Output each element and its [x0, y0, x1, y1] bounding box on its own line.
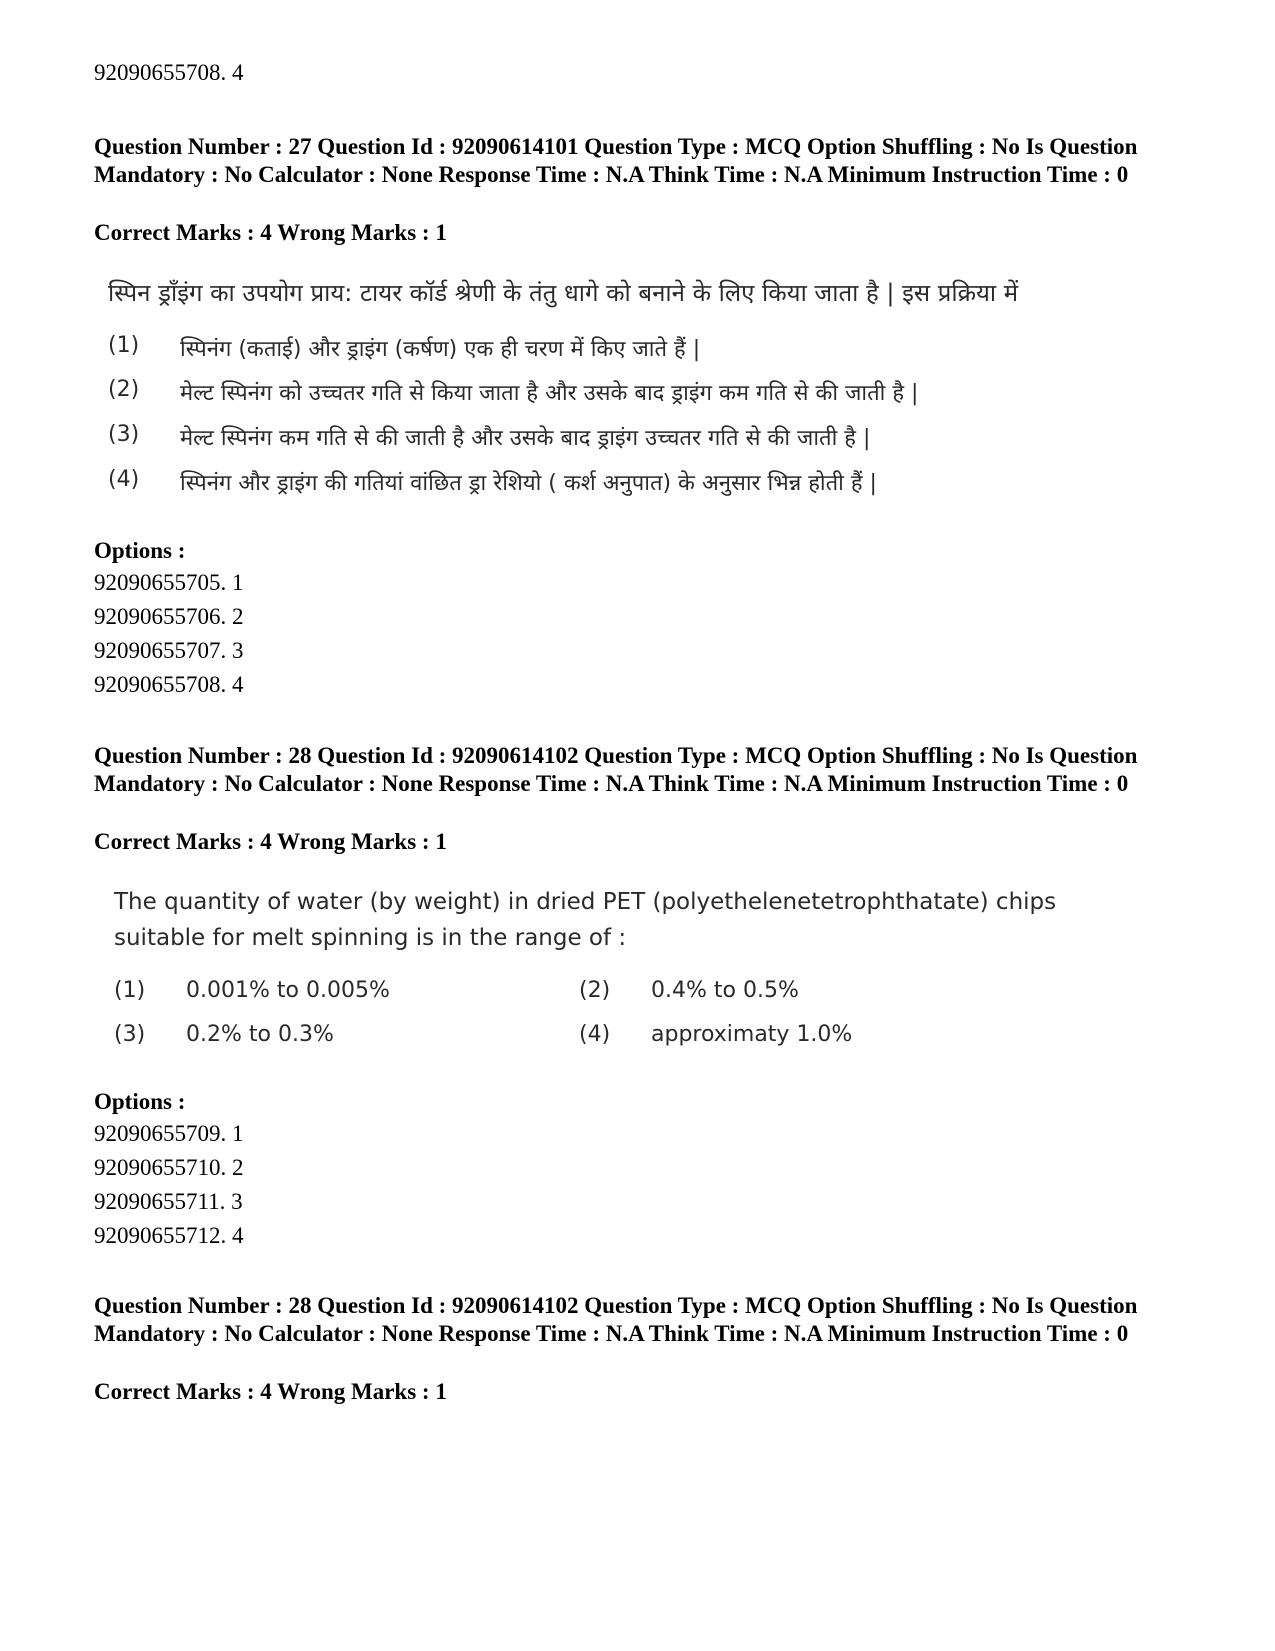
- q28-options-list: [94, 1117, 244, 1253]
- choice-number: (1): [108, 333, 140, 358]
- choice-text: मेल्ट स्पिनंग कम गति से की जाती है और उसके बाद ड्राइंग उच्चतर गति से की जाती है |: [180, 426, 871, 451]
- q27-stem: स्पिन ड्राँइंग का उपयोग प्राय: टायर कॉर्ड श्रेणी के तंतु धागे को बनाने के लिए किया जाता है | इस प्रक्रिया में: [108, 279, 1019, 307]
- choice-text: 0.2% to 0.3%: [186, 1022, 334, 1047]
- option-line: 92090655705. 1: [94, 570, 244, 595]
- choice-number: (1): [114, 978, 146, 1003]
- choice-text: 0.001% to 0.005%: [186, 978, 390, 1003]
- option-line: 92090655712. 4: [94, 1223, 244, 1248]
- choice-text: 0.4% to 0.5%: [651, 978, 799, 1003]
- choice-number: (2): [108, 377, 140, 402]
- q27-options-label: Options :: [94, 538, 186, 563]
- option-line: 92090655708. 4: [94, 672, 244, 697]
- q28-stem: The quantity of water (by weight) in dried PET (polyethelenetetrophthatate) chips suitable for melt spinning is in the range of :: [114, 889, 1057, 951]
- option-line: 92090655711. 3: [94, 1189, 243, 1214]
- option-line: 92090655710. 2: [94, 1155, 244, 1180]
- choice-number: (3): [114, 1022, 146, 1047]
- q27-question-image: [108, 276, 1018, 309]
- option-line: 92090655707. 3: [94, 638, 244, 663]
- q28-marks: Correct Marks : 4 Wrong Marks : 1: [94, 829, 447, 854]
- q28-options-label: Options :: [94, 1089, 186, 1114]
- choice-text: स्पिनंग और ड्राइंग की गतियां वांछित ड्रा रेशियो ( कर्श अनुपात) के अनुसार भिन्न होती हैं |: [180, 471, 877, 496]
- option-line: 92090655709. 1: [94, 1121, 244, 1146]
- q27-marks: Correct Marks : 4 Wrong Marks : 1: [94, 220, 447, 245]
- q27-meta: Question Number : 27 Question Id : 92090614101 Question Type : MCQ Option Shuffling : No Is Question Mandatory : No Calculator : None Response Time : N.A Think Time : N.A Minimum Instruction Time : 0: [94, 134, 1138, 187]
- choice-text: स्पिनंग (कताई) और ड्राइंग (कर्षण) एक ही चरण में किए जाते हैं |: [180, 337, 701, 362]
- choice-number: (2): [579, 978, 611, 1003]
- choice-number: (4): [579, 1022, 611, 1047]
- choice-text: approximaty 1.0%: [651, 1022, 853, 1047]
- q28-repeat-marks: Correct Marks : 4 Wrong Marks : 1: [94, 1379, 447, 1404]
- previous-option-line: 92090655708. 4: [94, 60, 244, 85]
- choice-text: मेल्ट स्पिनंग को उच्चतर गति से किया जाता है और उसके बाद ड्राइंग कम गति से की जाती है |: [180, 381, 919, 406]
- q27-choice-3: [108, 422, 870, 452]
- q27-options-list: [94, 566, 244, 702]
- option-line: 92090655706. 2: [94, 604, 244, 629]
- q27-choice-2: [108, 377, 918, 407]
- q28-meta: Question Number : 28 Question Id : 92090614102 Question Type : MCQ Option Shuffling : No Is Question Mandatory : No Calculator : None Response Time : N.A Think Time : N.A Minimum Instruction Time : 0: [94, 743, 1138, 796]
- q28-repeat-meta: Question Number : 28 Question Id : 92090614102 Question Type : MCQ Option Shuffling : No Is Question Mandatory : No Calculator : None Response Time : N.A Think Time : N.A Minimum Instruction Time : 0: [94, 1293, 1138, 1346]
- q28-choices-row-1: [114, 978, 799, 1003]
- q28-choices-row-2: [114, 1022, 852, 1047]
- q27-choice-1: [108, 333, 700, 363]
- choice-number: (4): [108, 467, 140, 492]
- q27-choice-4: [108, 467, 877, 497]
- choice-number: (3): [108, 422, 140, 447]
